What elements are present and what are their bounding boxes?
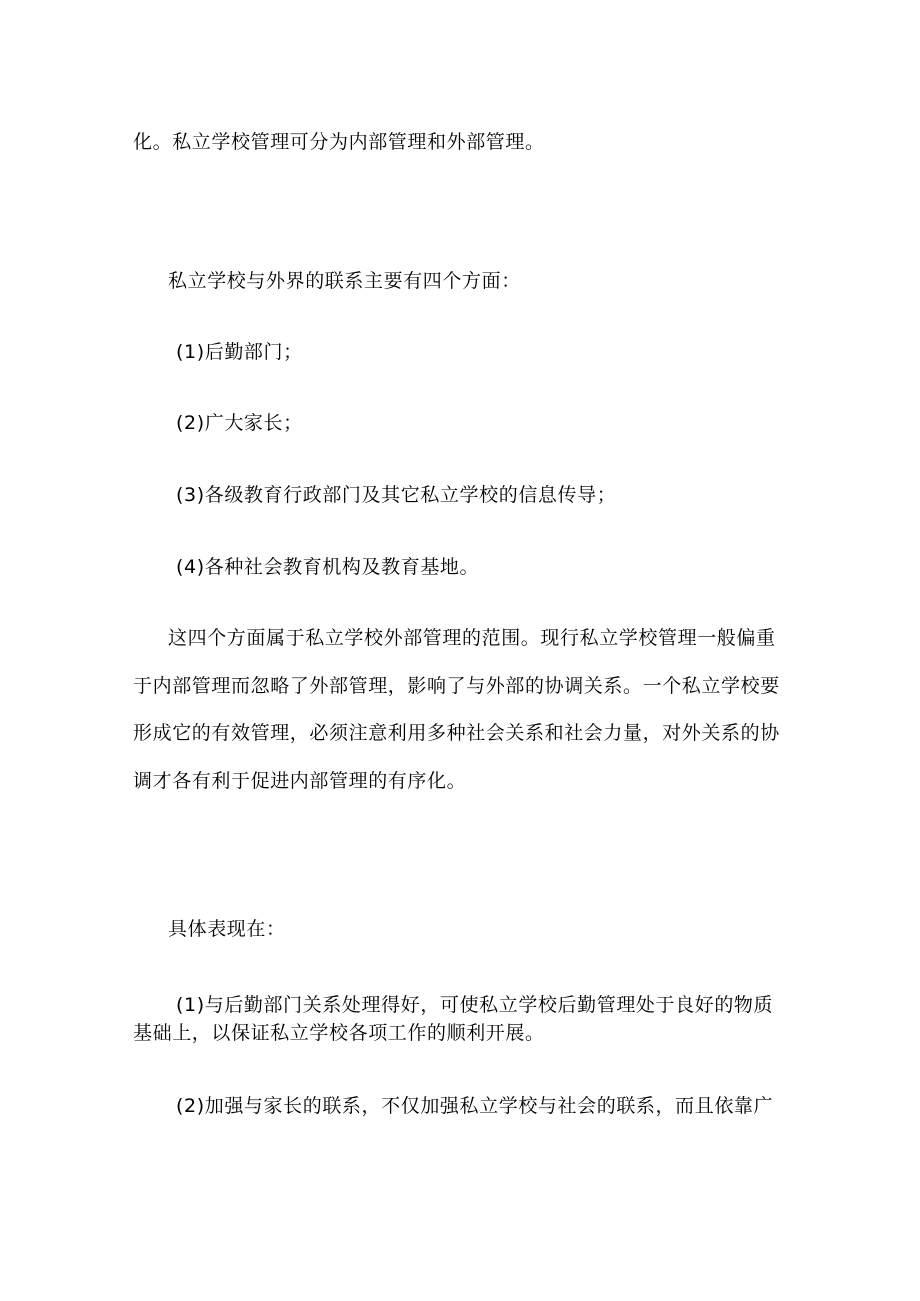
paragraph-line-4: 形成它的有效管理，必须注意利用多种社会关系和社会力量，对外关系的协 <box>133 722 780 744</box>
list-item-2: (2)广大家长； <box>176 412 303 434</box>
list-item-3: (3)各级教育行政部门及其它私立学校的信息传导； <box>176 484 617 506</box>
paragraph-line-1: 化。私立学校管理可分为内部管理和外部管理。 <box>133 131 545 153</box>
section-heading-external-relations: 私立学校与外界的联系主要有四个方面： <box>168 270 521 292</box>
specific-item-2-line-1: (2)加强与家长的联系，不仅加强私立学校与社会的联系，而且依靠广 <box>176 1095 774 1117</box>
section-heading-specifics: 具体表现在： <box>168 918 286 940</box>
paragraph-line-3: 于内部管理而忽略了外部管理，影响了与外部的协调关系。一个私立学校要 <box>133 675 780 697</box>
specific-item-1-line-2: 基础上，以保证私立学校各项工作的顺利开展。 <box>133 1022 545 1044</box>
specific-item-1-line-1: (1)与后勤部门关系处理得好，可使私立学校后勤管理处于良好的物质 <box>176 994 774 1016</box>
paragraph-line-5: 调才各有利于促进内部管理的有序化。 <box>133 770 467 792</box>
paragraph-line-2: 这四个方面属于私立学校外部管理的范围。现行私立学校管理一般偏重 <box>168 627 776 649</box>
list-item-4: (4)各种社会教育机构及教育基地。 <box>176 556 480 578</box>
list-item-1: (1)后勤部门； <box>176 341 303 363</box>
